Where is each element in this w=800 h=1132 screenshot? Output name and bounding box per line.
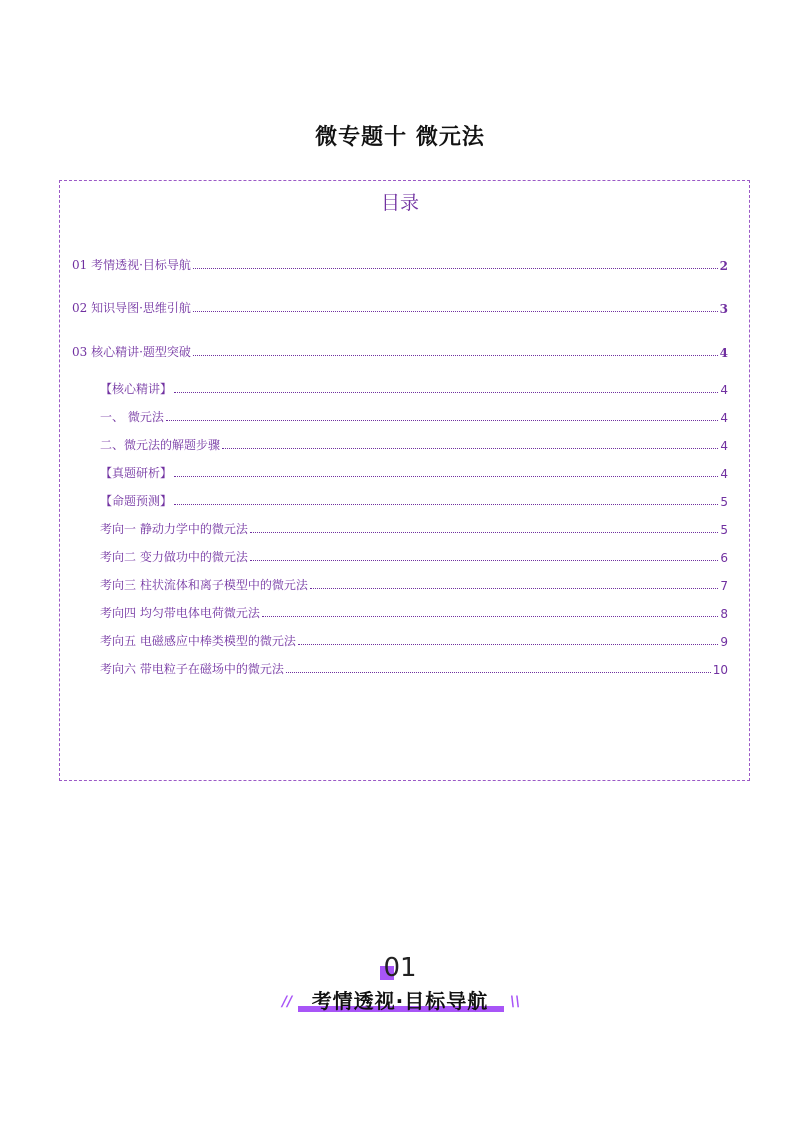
toc-entry-label: 考向二 变力做功中的微元法 [100,550,248,564]
toc-entry[interactable] [72,343,728,360]
toc-entry-page: 2 [719,259,728,273]
toc-entry-label: 01 考情透视·目标导航 [72,258,191,272]
toc-leader [193,355,718,356]
toc-entry-label: 考向五 电磁感应中棒类模型的微元法 [100,634,296,648]
toc-entry[interactable] [72,256,728,273]
toc-entry[interactable] [100,548,728,565]
toc-leader [193,268,718,269]
toc-entry-label: 02 知识导图·思维引航 [72,301,191,315]
toc-entry-page: 10 [712,663,728,677]
toc-leader [262,616,719,617]
section-title: 考情透视·目标导航 [311,989,489,1013]
toc-entry[interactable] [100,380,728,397]
toc-entry-page: 4 [720,411,728,425]
section-number: 01 [383,953,417,983]
toc-entry-label: 考向四 均匀带电体电荷微元法 [100,606,260,620]
toc-leader [286,672,711,673]
toc-entry-page: 3 [719,302,728,316]
toc-entry-page: 4 [720,439,728,453]
toc-entry-label: 一、 微元法 [100,410,164,424]
toc-entry-page: 4 [720,467,728,481]
toc-entry-page: 8 [720,607,728,621]
toc-entry-label: 【命题预测】 [100,494,173,508]
toc-entry-label: 【真题研析】 [100,466,173,480]
toc-entry-label: 考向一 静动力学中的微元法 [100,522,248,536]
toc-entry-label: 二、微元法的解题步骤 [100,438,221,452]
toc-entry-page: 4 [719,346,728,360]
toc-leader [250,560,719,561]
toc-entry-page: 4 [720,383,728,397]
toc-entry-page: 5 [720,495,728,509]
toc-entry-page: 9 [720,635,728,649]
toc-leader [310,588,719,589]
toc-leader [298,644,719,645]
toc-entry-page: 7 [720,579,728,593]
toc-entry-label: 03 核心精讲·题型突破 [72,345,191,359]
toc-entry[interactable] [100,660,728,677]
toc-entry-label: 【核心精讲】 [100,382,173,396]
toc-entry[interactable] [100,520,728,537]
left-slash-decoration: // [282,994,293,1010]
toc-heading: 目录 [380,192,419,214]
toc-leader [250,532,719,533]
toc-entry[interactable] [100,436,728,453]
page-title: 微专题十 微元法 [315,125,485,150]
toc-entry[interactable] [100,492,728,509]
toc-leader [166,420,719,421]
toc-leader [174,392,718,393]
toc-entry[interactable] [100,408,728,425]
right-slash-decoration: \\ [510,994,521,1010]
toc-leader [193,311,718,312]
toc-entry[interactable] [72,299,728,316]
toc-entry[interactable] [100,464,728,481]
toc-entry-label: 考向三 柱状流体和离子模型中的微元法 [100,578,308,592]
toc-leader [174,504,718,505]
toc-entry-label: 考向六 带电粒子在磁场中的微元法 [100,662,284,676]
toc-entry[interactable] [100,632,728,649]
toc-leader [174,476,718,477]
toc-entry-page: 5 [720,523,728,537]
toc-entry[interactable] [100,604,728,621]
toc-entry[interactable] [100,576,728,593]
toc-entry-page: 6 [720,551,728,565]
toc-leader [222,448,718,449]
